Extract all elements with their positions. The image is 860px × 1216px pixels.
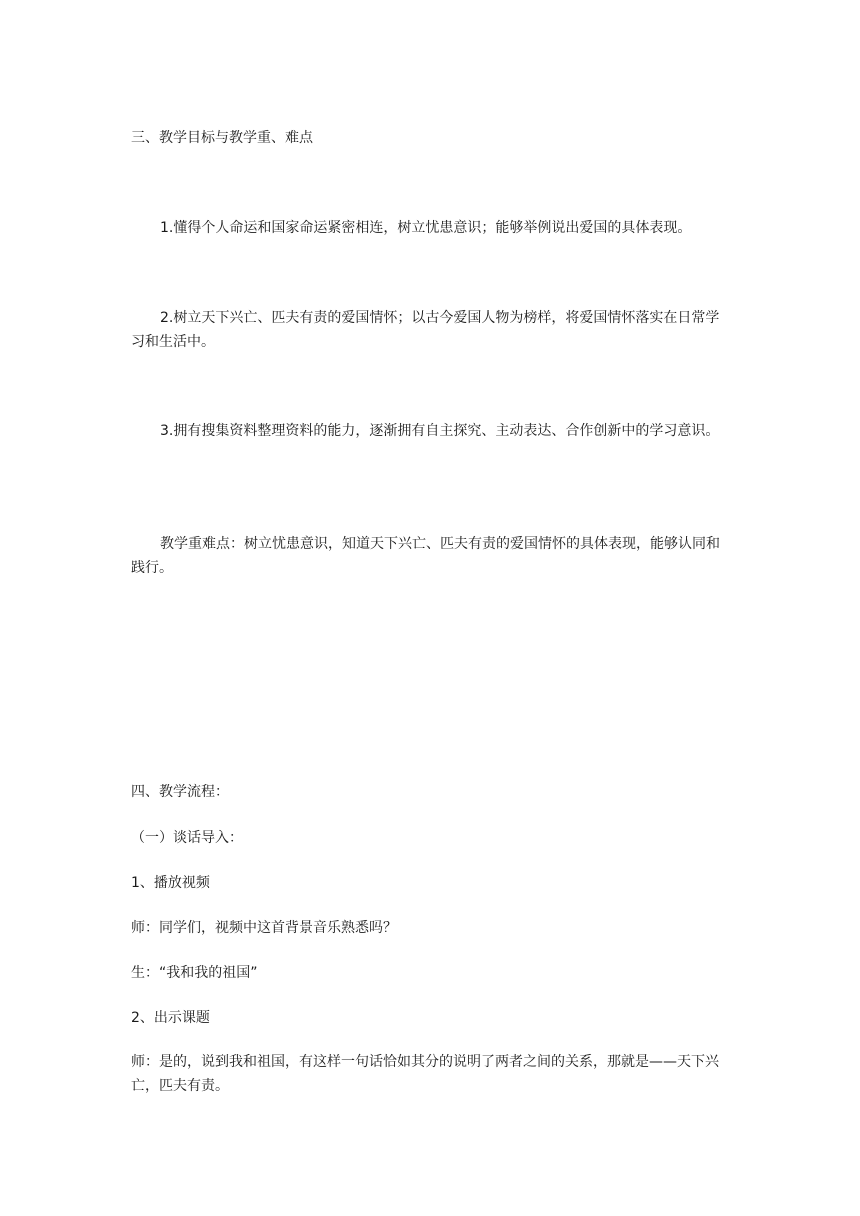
teacher-statement: 师：是的，说到我和祖国，有这样一句话恰如其分的说明了两者之间的关系，那就是——天下兴亡，匹夫有责。 [131,1054,719,1094]
goal-1: 1.懂得个人命运和国家命运紧密相连，树立忧患意识；能够举例说出爱国的具体表现。 [160,220,692,236]
sub-heading-intro: （一）谈话导入： [131,830,243,846]
step-2: 2、出示课题 [131,1010,210,1026]
teacher-question: 师：同学们，视频中这首背景音乐熟悉吗？ [131,920,397,936]
student-answer: 生：“我和我的祖国” [131,965,258,981]
goal-2: 2.树立天下兴亡、匹夫有责的爱国情怀；以古今爱国人物为榜样，将爱国情怀落实在日常学习和生活中。 [131,310,720,350]
step-1: 1、播放视频 [131,875,210,891]
goal-3: 3.拥有搜集资料整理资料的能力，逐渐拥有自主探究、主动表达、合作创新中的学习意识。 [160,423,720,439]
key-points: 教学重难点：树立忧患意识，知道天下兴亡、匹夫有责的爱国情怀的具体表现，能够认同和践行。 [131,536,720,576]
section4-heading: 四、教学流程： [131,784,229,800]
section3-heading: 三、教学目标与教学重、难点 [131,130,313,146]
